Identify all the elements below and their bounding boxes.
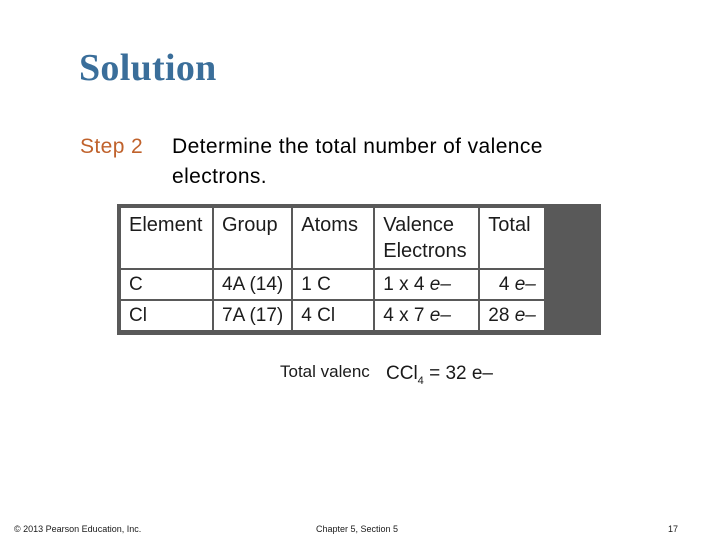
cell-valence: 4 x 7 e– — [375, 301, 478, 330]
step-label: Step 2 — [80, 135, 144, 158]
formula-subscript: 4 — [417, 374, 424, 387]
header-total: Total — [480, 208, 544, 268]
table-header-row — [121, 208, 544, 268]
cell-group: 7A (17) — [214, 301, 291, 330]
cell-element: Cl — [121, 301, 212, 330]
header-atoms: Atoms — [293, 208, 373, 268]
formula: CCl — [386, 363, 418, 384]
header-element: Element — [121, 208, 212, 268]
electron-symbol: e– — [429, 274, 451, 295]
total-formula-overlay — [384, 363, 497, 387]
cell-total: 4 e– — [480, 270, 544, 299]
electron-symbol: e– — [514, 305, 536, 326]
step-text: Determine the total number of valence electrons. — [172, 135, 543, 188]
footer-page-number: 17 — [668, 524, 679, 534]
electron-symbol: e– — [514, 274, 536, 295]
footer-chapter: Chapter 5, Section 5 — [316, 524, 399, 534]
total-value: = 32 e– — [429, 363, 493, 384]
cell-total: 28 e– — [480, 301, 544, 330]
table-row — [121, 301, 544, 330]
cell-valence: 1 x 4 e– — [375, 270, 478, 299]
total-valence-line — [280, 362, 493, 387]
cell-element: C — [121, 270, 212, 299]
footer-copyright: © 2013 Pearson Education, Inc. — [14, 524, 142, 534]
table-row — [121, 270, 544, 299]
cell-atoms: 4 Cl — [293, 301, 373, 330]
header-group: Group — [214, 208, 291, 268]
electron-symbol: e– — [429, 305, 451, 326]
slide-title: Solution — [79, 47, 217, 89]
cell-group: 4A (14) — [214, 270, 291, 299]
cell-atoms: 1 C — [293, 270, 373, 299]
valence-table — [117, 204, 601, 335]
header-valence-electrons: Valence Electrons — [375, 208, 478, 268]
total-prefix: Total valenc — [280, 362, 370, 381]
